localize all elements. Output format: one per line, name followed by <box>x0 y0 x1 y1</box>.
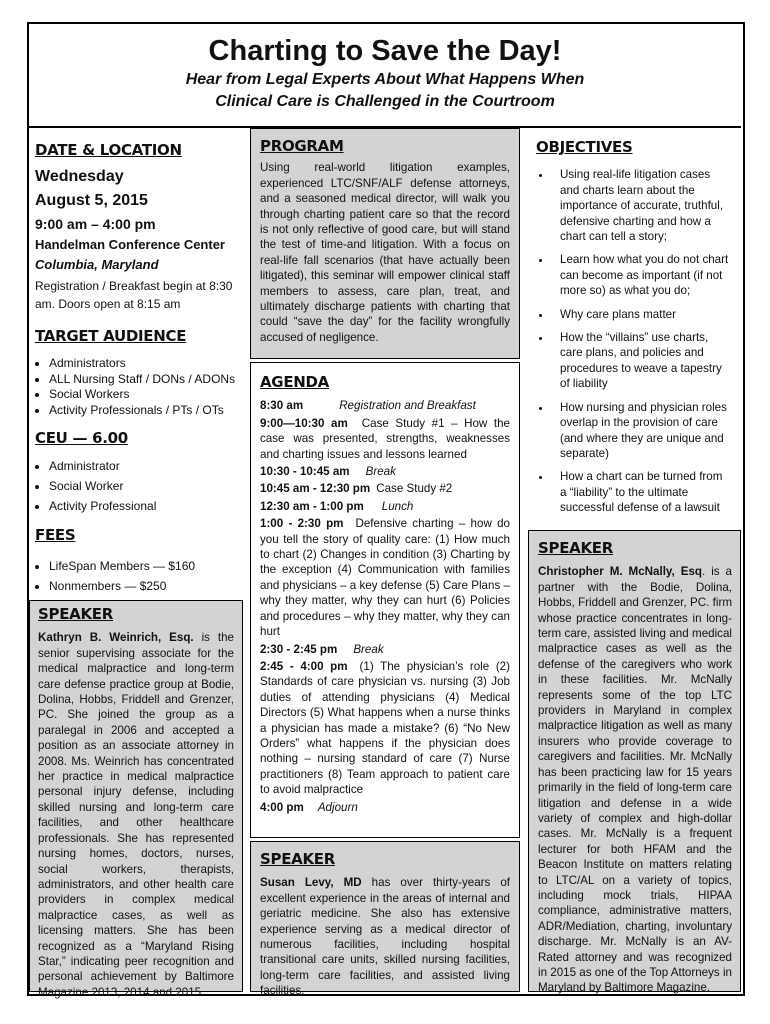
program-box <box>250 128 520 359</box>
event-date: August 5, 2015 <box>35 191 148 209</box>
list-item: • LifeSpan Members — $160 <box>49 556 241 576</box>
audience-list <box>35 356 241 418</box>
agenda-heading: AGENDA <box>260 373 329 391</box>
list-item: • Activity Professionals / PTs / OTs <box>49 403 241 419</box>
speaker-mid-text: has over thirty-years of excellent experience in the areas of internal and geriatric medicine. She also has extensive experience serving as a medical director of numerous facilities, including hospital transitional care units, skilled nursing facilities, long-term care facilities, and assisted living facilities. <box>260 876 510 998</box>
objectives-list <box>536 167 732 515</box>
list-item: • Why care plans matter <box>552 307 732 322</box>
speaker-right-heading: SPEAKER <box>538 539 613 557</box>
date-location-section <box>35 143 241 596</box>
event-city: Columbia, Maryland <box>35 256 159 272</box>
subtitle-line-1: Hear from Legal Experts About What Happens When <box>185 71 585 88</box>
fees-heading: FEES <box>35 526 76 545</box>
agenda-row: 4:00 pm Adjourn <box>260 800 358 814</box>
list-item: • Administrators <box>49 356 241 372</box>
speaker-left-box <box>29 600 243 999</box>
speaker-left-text: is the senior supervising associate for the medical malpractice and long-term care defense practice group at Bodie, Dolina, Hobbs, Friddell and Grenzer, PC. She joined the group as a paralegal in 2006 and accepted a position as an associate attorney in 2008. Ms. Weinrich has concentrated her practice in medical malpractice personal injury defense, including skilled nursing and long-term care facilities, and other healthcare professionals. She has represented nursing homes, doctors, nurses, social workers, therapists, administrators, and other health care providers in complex medical malpractice cases, as well as licensing matters. She has been recognized as a “Maryland Rising Star,” indicating peer recognition and personal achievement by Baltimore Magazine 2013, 2014 and 2015. <box>38 631 235 999</box>
audience-heading: TARGET AUDIENCE <box>35 326 187 345</box>
agenda-row: 9:00—10:30 am Case Study #1 – How the case was presented, strengths, weaknesses and charting issues and lessons learned <box>260 416 510 461</box>
program-heading: PROGRAM <box>260 137 344 155</box>
agenda-row: 2:30 - 2:45 pm Break <box>260 642 384 656</box>
list-item: • How a chart can be turned from a “liability” to the ultimate successful defense of a lawsuit <box>552 469 732 515</box>
page-title: Charting to Save the Day! <box>208 35 562 67</box>
speaker-right-box <box>528 530 741 995</box>
agenda-row: 10:45 am - 12:30 pm Case Study #2 <box>260 482 453 496</box>
agenda-row: 1:00 - 2:30 pm Defensive charting – how do you tell the story of quality care: (1) How much to chart (2) Changes in condition (3) Charting by the exception (4) Communication with families and physicians – a key defense (5) Care Plans – why they matter, why they can hurt (6) Policies and procedures – why they matter, why they can hurt <box>260 517 510 639</box>
speaker-left-name: Kathryn B. Weinrich, Esq. <box>38 631 194 645</box>
list-item: • Activity Professional <box>49 496 241 516</box>
speaker-right-bio <box>538 564 732 995</box>
list-item: • Nonmembers — $250 <box>49 576 241 596</box>
fees-list <box>35 556 241 596</box>
agenda-box <box>250 362 520 838</box>
list-item: • Using real-life litigation cases and charts learn about the importance of accurate, truthful, defensive charting and how a chart can tell a story; <box>552 167 732 244</box>
agenda-row: 8:30 am Registration and Breakfast <box>260 399 476 413</box>
ceu-list <box>35 456 241 516</box>
list-item: • How nursing and physician roles overlap in the provision of care (and where they are unique and separate) <box>552 400 732 462</box>
header <box>29 24 741 128</box>
agenda-row: 12:30 am - 1:00 pm Lunch <box>260 499 414 513</box>
event-day: Wednesday <box>35 167 124 185</box>
list-item: • Administrator <box>49 456 241 476</box>
list-item: • ALL Nursing Staff / DONs / ADONs <box>49 372 241 388</box>
objectives-heading: OBJECTIVES <box>536 138 633 156</box>
list-item: • Learn how what you do not chart can become as important (if not more so) as what you do; <box>552 252 732 298</box>
objectives-section <box>536 140 732 524</box>
speaker-mid-name: Susan Levy, MD <box>260 876 362 890</box>
event-venue: Handelman Conference Center <box>35 236 225 252</box>
ceu-heading: CEU — 6.00 <box>35 428 128 447</box>
agenda-list <box>260 398 510 815</box>
speaker-right-text: . is a partner with the Bodie, Dolina, Hobbs, Friddell and Grenzer, PC. firm whose practice concentrates in long-term care, assisted living and medical malpractice cases as well as the defense of the caregivers who work in these facilities. Mr. McNally represents some of the top LTC providers in Maryland in complex malpractice litigation as well as many insurers who provide coverage to caregivers and facilities. Mr. McNally has been practicing law for 15 years primarily in the field of long-term care litigation and defense in a wide variety of complex and high-dollar cases. Mr. McNally is a frequent lecturer for both HFAM and the Beacon Institute on matters relating to LTC/AL on a variety of topics, including mock trials, HIPAA compliance, administrative matters, ADR/Mediation, charting, involuntary discharge. Mr. McNally is an AV-Rated attorney and was recognized in 2015 as one of the Top Attorneys in Maryland by Baltimore Magazine. <box>538 565 732 995</box>
list-item: • Social Workers <box>49 387 241 403</box>
list-item: • Social Worker <box>49 476 241 496</box>
date-location-heading: DATE & LOCATION <box>35 141 182 159</box>
program-text: Using real-world litigation examples, experienced LTC/SNF/ALF defense attorneys, and a seasoned medical director, will walk you through charting patient care so that the record is not only reflective of good care, but will stand the test of time-and litigation. With a focus on real-life fall scenarios (that have actually been litigated), this seminar will empower clinical staff members to assess, care plan, treat, and ultimately discharge patients with charting that could “save the day” for the facility wrongfully accused of negligence. <box>260 161 510 344</box>
event-note: Registration / Breakfast begin at 8:30 am. Doors open at 8:15 am <box>35 278 233 311</box>
speaker-left-heading: SPEAKER <box>38 605 113 623</box>
list-item: • How the “villains” use charts, care plans, and policies and procedures to weave a tapestry of liability <box>552 330 732 392</box>
event-time: 9:00 am – 4:00 pm <box>35 215 156 232</box>
speaker-left-bio <box>38 630 234 1000</box>
speaker-right-name: Christopher M. McNally, Esq <box>538 565 702 579</box>
agenda-row: 2:45 - 4:00 pm (1) The physician’s role (2) Standards of care physician vs. nursing (3) Job duties of attending physicians (4) Medical Directors (5) What happens when a nurse thinks a physician has made a mistake? (6) “No New Orders” what happens if the physician does nothing – nursing standard of care (7) Nurse practitioners (8) Team approach to patient care to avoid malpractice <box>260 659 510 797</box>
speaker-mid-bio <box>260 875 510 998</box>
agenda-row: 10:30 - 10:45 am Break <box>260 465 396 479</box>
speaker-mid-heading: SPEAKER <box>260 850 335 868</box>
speaker-mid-box <box>250 841 520 998</box>
subtitle-line-2: Clinical Care is Challenged in the Courtroom <box>215 93 555 110</box>
